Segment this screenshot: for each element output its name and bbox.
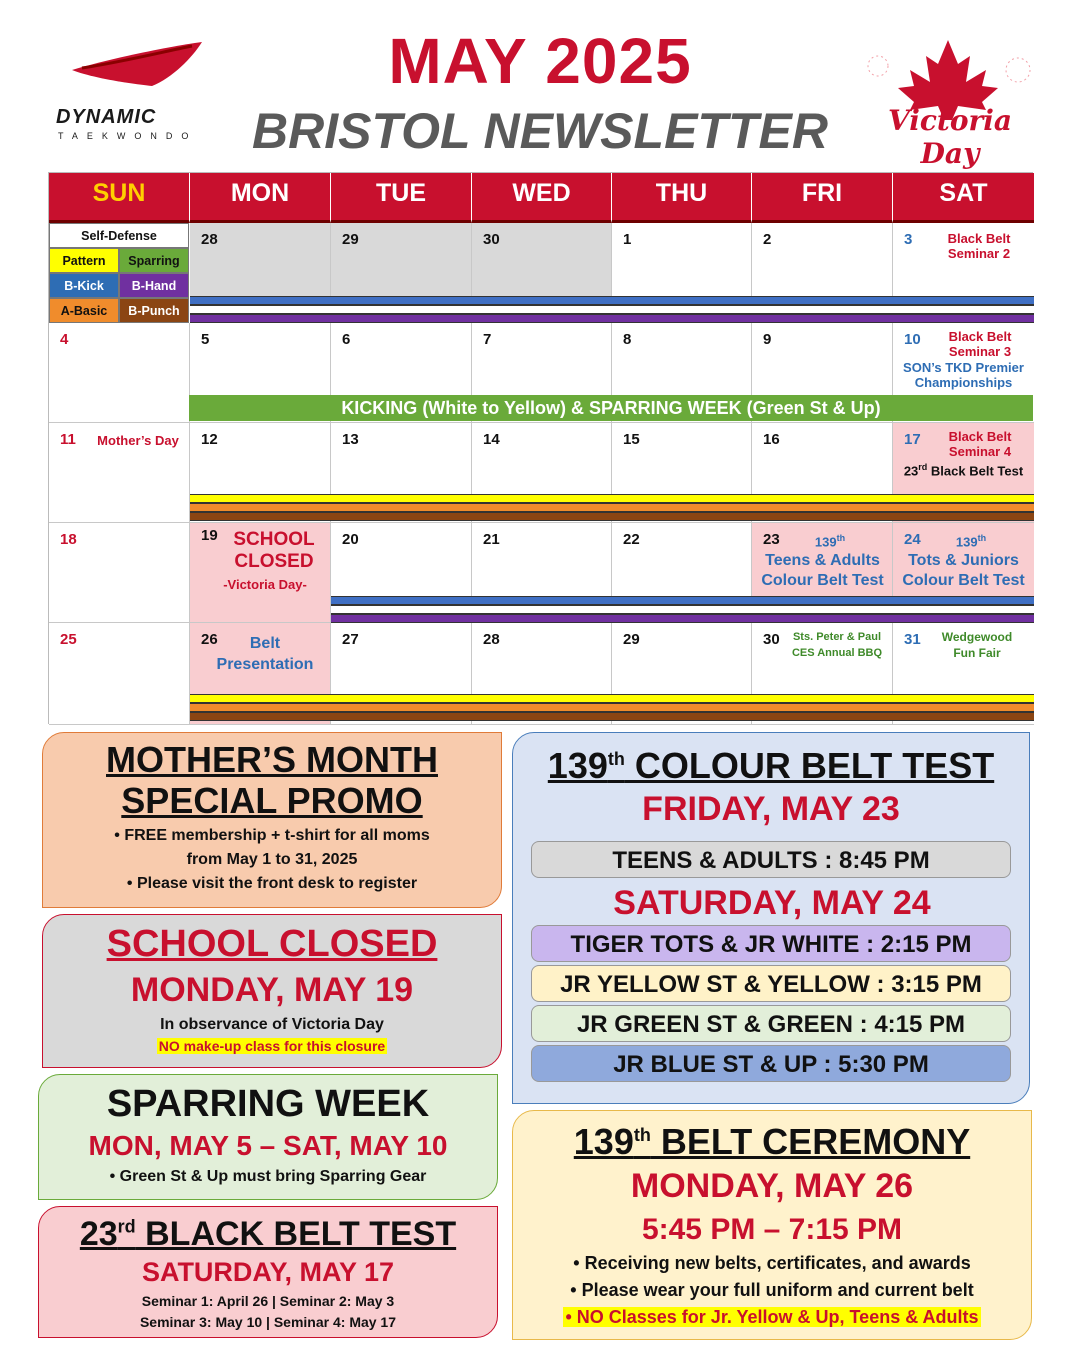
page-subtitle: BRISTOL NEWSLETTER xyxy=(252,103,828,159)
day-cell: 25 xyxy=(49,623,190,725)
colour-belt-test-title: 139th COLOUR BELT TEST xyxy=(547,745,995,786)
calendar xyxy=(48,172,1033,724)
day-header-sat: SAT xyxy=(893,173,1034,223)
mothers-line: • FREE membership + t-shirt for all moms xyxy=(114,826,430,844)
day-header-thu: THU xyxy=(612,173,752,223)
sparring-week-date: MON, MAY 5 – SAT, MAY 10 xyxy=(88,1129,448,1161)
day-cell: 2 xyxy=(752,223,893,323)
class-bar xyxy=(190,314,1034,323)
day-cell: 17 Black Belt Seminar 4 23rd Black Belt Test xyxy=(893,423,1034,523)
day-cell: 19 SCHOOL CLOSED -Victoria Day- xyxy=(190,523,331,623)
ceremony-line: • Receiving new belts, certificates, and awards xyxy=(573,1253,971,1274)
slot-teens-adults: TEENS & ADULTS : 8:45 PM xyxy=(531,841,1011,878)
class-bar xyxy=(331,605,1034,614)
kicking-sparring-banner: KICKING (White to Yellow) & SPARRING WEEK (Green St & Up) xyxy=(189,395,1033,421)
saturday-date: SATURDAY, MAY 24 xyxy=(613,884,931,922)
legend-b-hand: B-Hand xyxy=(119,273,189,298)
legend-b-kick: B-Kick xyxy=(49,273,119,298)
day-cell: 13 xyxy=(331,423,472,523)
event-black-belt-seminar: Black Belt Seminar 3 xyxy=(948,329,1012,359)
day-header-tue: TUE xyxy=(331,173,472,223)
friday-date: FRIDAY, MAY 23 xyxy=(642,790,900,829)
day-header-wed: WED xyxy=(472,173,612,223)
sparring-week-title: SPARRING WEEK xyxy=(106,1083,430,1125)
slot-jr-yellow: JR YELLOW ST & YELLOW : 3:15 PM xyxy=(531,965,1011,1002)
event-black-belt-seminar: Black Belt Seminar 4 xyxy=(948,429,1012,459)
day-header-fri: FRI xyxy=(752,173,893,223)
special-promo-title: SPECIAL PROMO xyxy=(121,780,423,822)
class-bar xyxy=(331,614,1034,623)
day-cell: 3 Black Belt Seminar 2 xyxy=(893,223,1034,323)
class-bar xyxy=(331,596,1034,605)
day-cell: 23 139th Teens & Adults Colour Belt Test xyxy=(752,523,893,623)
event-victoria-day: -Victoria Day- xyxy=(223,577,307,592)
black-belt-test-title: 23rd BLACK BELT TEST xyxy=(79,1215,457,1253)
slot-jr-green: JR GREEN ST & GREEN : 4:15 PM xyxy=(531,1005,1011,1042)
school-closed-date: MONDAY, MAY 19 xyxy=(130,970,414,1009)
belt-legend xyxy=(49,223,189,323)
black-belt-test-box xyxy=(38,1206,498,1338)
legend-self-defense: Self-Defense xyxy=(49,223,189,248)
slot-tiger-tots: TIGER TOTS & JR WHITE : 2:15 PM xyxy=(531,925,1011,962)
mothers-month-box xyxy=(42,732,502,908)
class-bar xyxy=(190,512,1034,521)
day-cell: 10 Black Belt Seminar 3 SON’s TKD Premier Championships xyxy=(893,323,1034,423)
ceremony-line: • Please wear your full uniform and current belt xyxy=(570,1280,974,1301)
day-cell: 5 xyxy=(190,323,331,423)
class-bar xyxy=(190,305,1034,314)
day-cell: 20 xyxy=(331,523,472,623)
logo-text: DYNAMIC xyxy=(56,106,157,128)
day-cell: 4 xyxy=(49,323,190,423)
event-belt-presentation: Belt Presentation xyxy=(216,635,314,673)
class-bar xyxy=(190,694,1034,703)
day-cell: 28 xyxy=(472,623,612,725)
mothers-line: • Please visit the front desk to register xyxy=(126,874,418,892)
school-closed-box xyxy=(42,914,502,1068)
day-cell: 29 xyxy=(612,623,752,725)
day-cell: 31 Wedgewood Fun Fair xyxy=(893,623,1034,725)
day-cell: 7 xyxy=(472,323,612,423)
day-cell: 30 xyxy=(472,223,612,323)
day-cell: 6 xyxy=(331,323,472,423)
legend-pattern: Pattern xyxy=(49,248,119,273)
event-fun-fair: Wedgewood Fun Fair xyxy=(941,630,1013,660)
day-cell: 27 xyxy=(331,623,472,725)
day-cell: 24 139th Tots & Juniors Colour Belt Test xyxy=(893,523,1034,623)
day-cell: 14 xyxy=(472,423,612,523)
class-bar xyxy=(190,503,1034,512)
event-championships: SON’s TKD Premier Championships xyxy=(903,360,1024,390)
legend-a-basic: A-Basic xyxy=(49,298,119,323)
day-cell: 16 xyxy=(752,423,893,523)
school-closed-note: NO make-up class for this closure xyxy=(158,1037,386,1054)
class-bar xyxy=(190,494,1034,503)
belt-ceremony-time: 5:45 PM – 7:15 PM xyxy=(641,1213,903,1247)
day-cell: 12 xyxy=(190,423,331,523)
day-cell: 28 xyxy=(190,223,331,323)
class-bar xyxy=(190,703,1034,712)
sparring-week-line: • Green St & Up must bring Sparring Gear xyxy=(109,1167,427,1185)
day-header-mon: MON xyxy=(190,173,331,223)
ceremony-note: • NO Classes for Jr. Yellow & Up, Teens & Adults xyxy=(565,1307,979,1328)
day-cell: 11 Mother’s Day xyxy=(49,423,190,523)
event-test-number: 139th xyxy=(955,533,987,550)
class-bar xyxy=(190,296,1034,305)
seminar-line: Seminar 1: April 26 | Seminar 2: May 3 xyxy=(141,1293,395,1310)
seminar-line: Seminar 3: May 10 | Seminar 4: May 17 xyxy=(139,1314,397,1331)
event-ces-bbq: Sts. Peter & Paul CES Annual BBQ xyxy=(791,631,883,659)
school-closed-title: SCHOOL CLOSED xyxy=(106,923,438,965)
belt-ceremony-title: 139th BELT CEREMONY xyxy=(573,1121,971,1162)
day-cell: 9 xyxy=(752,323,893,423)
day-cell: 1 xyxy=(612,223,752,323)
event-black-belt-seminar: Black Belt Seminar 2 xyxy=(947,231,1011,261)
legend-b-punch: B-Punch xyxy=(119,298,189,323)
day-cell: 30 Sts. Peter & Paul CES Annual BBQ xyxy=(752,623,893,725)
day-cell: 18 xyxy=(49,523,190,623)
legend-sparring: Sparring xyxy=(119,248,189,273)
day-cell: 15 xyxy=(612,423,752,523)
belt-ceremony-box xyxy=(512,1110,1032,1340)
belt-ceremony-date: MONDAY, MAY 26 xyxy=(630,1167,914,1206)
day-cell: 21 xyxy=(472,523,612,623)
event-mothers-day: Mother’s Day xyxy=(97,433,179,448)
page-title: MAY 2025 xyxy=(388,25,692,97)
day-cell: 8 xyxy=(612,323,752,423)
mothers-line: from May 1 to 31, 2025 xyxy=(186,850,358,868)
logo-subtext: TAEKWONDO xyxy=(58,131,198,141)
day-cell: 26 Belt Presentation xyxy=(190,623,331,725)
colour-belt-test-box xyxy=(512,732,1030,1104)
sparring-week-box xyxy=(38,1074,498,1200)
school-closed-line: In observance of Victoria Day xyxy=(160,1015,384,1033)
mothers-month-title: MOTHER’S MONTH xyxy=(106,739,438,780)
slot-jr-blue: JR BLUE ST & UP : 5:30 PM xyxy=(531,1045,1011,1082)
event-school-closed: SCHOOL CLOSED xyxy=(233,529,315,572)
class-bar xyxy=(190,712,1034,721)
event-teens-adults-test: Teens & Adults Colour Belt Test xyxy=(761,552,884,589)
event-test-number: 139th xyxy=(814,533,846,550)
victoria-day-badge: Victoria Day xyxy=(887,104,1013,170)
event-tots-juniors-test: Tots & Juniors Colour Belt Test xyxy=(902,552,1025,589)
black-belt-test-date: SATURDAY, MAY 17 xyxy=(141,1257,395,1288)
event-black-belt-test: 23rd Black Belt Test xyxy=(903,462,1024,479)
day-header-sun: SUN xyxy=(49,173,190,223)
day-cell: 22 xyxy=(612,523,752,623)
day-cell: 29 xyxy=(331,223,472,323)
